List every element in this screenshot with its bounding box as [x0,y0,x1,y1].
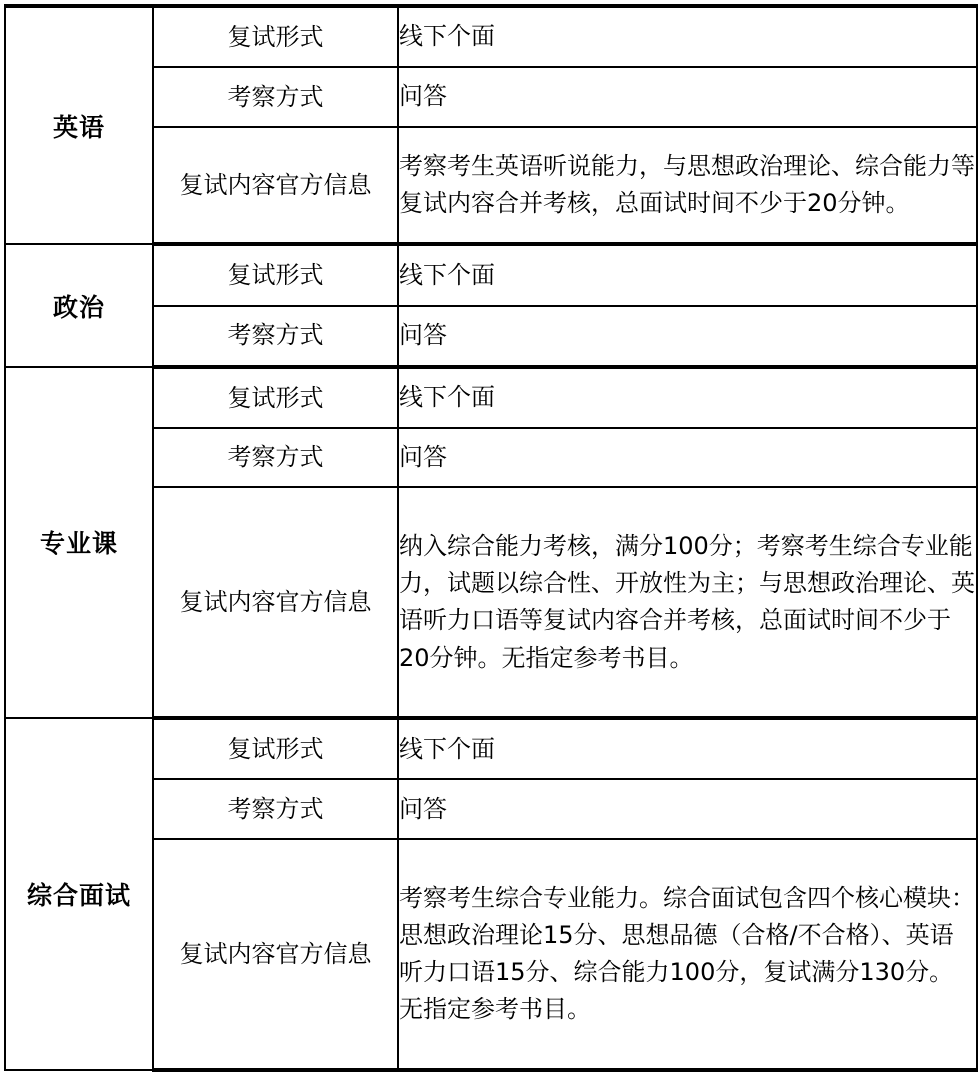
subject-cell-politics: 政治 [5,244,153,366]
attr-label: 复试形式 [153,718,398,779]
attr-value: 问答 [398,306,977,367]
attr-value: 线下个面 [398,6,977,67]
attr-value: 线下个面 [398,367,977,428]
table-body [5,6,977,1070]
attr-label: 复试形式 [153,367,398,428]
attr-value: 问答 [398,67,977,127]
table-row [5,244,977,305]
table-row [5,6,977,67]
attr-label: 复试形式 [153,244,398,305]
attr-value: 纳入综合能力考核，满分100分；考察考生综合专业能力，试题以综合性、开放性为主；与思想政治理论、英语听力口语等复试内容合并考核，总面试时间不少于20分钟。无指定参考书目。 [398,487,977,718]
attr-label: 考察方式 [153,306,398,367]
subject-cell-english: 英语 [5,6,153,244]
attr-label: 复试内容官方信息 [153,839,398,1070]
attr-value: 问答 [398,779,977,839]
attr-value: 线下个面 [398,718,977,779]
attr-label: 考察方式 [153,779,398,839]
exam-info-table [4,4,978,1072]
subject-cell-major-course: 专业课 [5,367,153,719]
table-row [5,367,977,428]
subject-cell-comprehensive-interview: 综合面试 [5,718,153,1070]
attr-label: 考察方式 [153,67,398,127]
attr-label: 复试内容官方信息 [153,127,398,245]
attr-value: 考察考生综合专业能力。综合面试包含四个核心模块：思想政治理论15分、思想品德（合格/不合格）、英语听力口语15分、综合能力100分，复试满分130分。无指定参考书目。 [398,839,977,1070]
attr-label: 复试内容官方信息 [153,487,398,718]
attr-label: 复试形式 [153,6,398,67]
attr-value: 考察考生英语听说能力，与思想政治理论、综合能力等复试内容合并考核，总面试时间不少于20分钟。 [398,127,977,245]
attr-label: 考察方式 [153,428,398,488]
attr-value: 线下个面 [398,244,977,305]
attr-value: 问答 [398,428,977,488]
table-row [5,718,977,779]
